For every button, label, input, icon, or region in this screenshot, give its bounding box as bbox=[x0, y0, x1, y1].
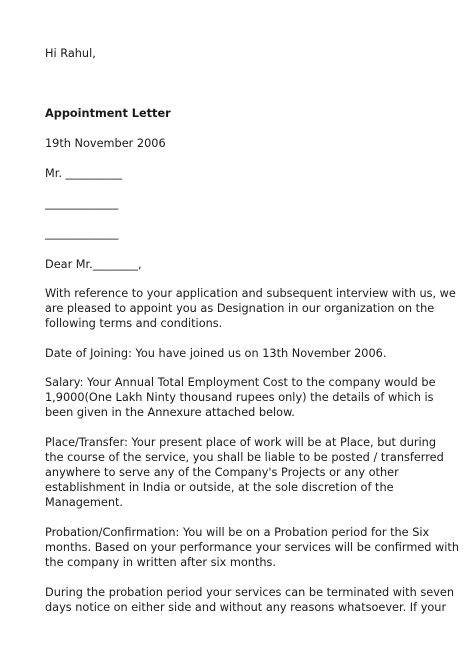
greeting: Hi Rahul, bbox=[45, 47, 96, 60]
paragraph-line: Probation/Confirmation: You will be on a Probation period for the Six bbox=[45, 526, 430, 539]
paragraph-line: With reference to your application and subsequent interview with us, we bbox=[45, 287, 456, 300]
paragraph-line: establishment in India or outside, at the sole discretion of the bbox=[45, 481, 394, 494]
paragraph-line: the course of the service, you shall be liable to be posted / transferred bbox=[45, 451, 444, 464]
paragraph-line: 1,9000(One Lakh Ninty thousand rupees only) the details of which is bbox=[45, 391, 434, 404]
paragraph-line: been given in the Annexure attached below. bbox=[45, 406, 295, 419]
address-blank-line-1: _____________ bbox=[45, 197, 119, 210]
addressee-line: Mr. __________ bbox=[45, 167, 123, 180]
letter-title: Appointment Letter bbox=[45, 107, 171, 120]
paragraph-line: During the probation period your services can be terminated with seven bbox=[45, 586, 454, 599]
salutation: Dear Mr.________, bbox=[45, 258, 142, 271]
paragraph-line: following terms and conditions. bbox=[45, 317, 223, 330]
paragraph-line: days notice on either side and without any reasons whatsoever. If your bbox=[45, 601, 447, 614]
paragraph-line: anywhere to serve any of the Company's Projects or any other bbox=[45, 466, 399, 479]
paragraph-line: Place/Transfer: Your present place of work will be at Place, but during bbox=[45, 436, 437, 449]
paragraph-line: Management. bbox=[45, 496, 124, 509]
paragraph-line: are pleased to appoint you as Designation in our organization on the bbox=[45, 302, 435, 315]
joining-paragraph: Date of Joining: You have joined us on 13th November 2006. bbox=[45, 347, 387, 360]
paragraph-line: Salary: Your Annual Total Employment Cost to the company would be bbox=[45, 376, 436, 389]
address-blank-line-2: _____________ bbox=[45, 227, 119, 240]
paragraph-line: the company in written after six months. bbox=[45, 556, 277, 569]
paragraph-line: months. Based on your performance your services will be confirmed with bbox=[45, 541, 460, 554]
letter-date: 19th November 2006 bbox=[45, 137, 166, 150]
